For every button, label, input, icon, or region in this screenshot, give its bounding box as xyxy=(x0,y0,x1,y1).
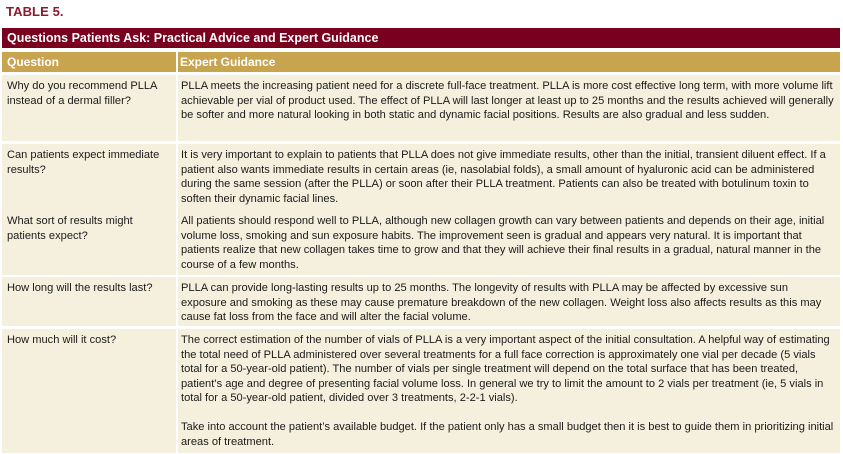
table-label: TABLE 5. xyxy=(6,4,64,19)
table-row xyxy=(2,75,840,141)
table-header-row xyxy=(2,52,840,72)
column-divider xyxy=(176,210,178,275)
column-header-guidance: Expert Guidance xyxy=(180,55,276,69)
table-row xyxy=(2,277,840,326)
guidance-cell xyxy=(181,79,835,123)
column-divider xyxy=(176,144,178,210)
column-divider xyxy=(176,75,178,141)
table-row xyxy=(2,329,840,453)
guidance-paragraph: All patients should respond well to PLLA, although new collagen growth can vary between patients and depends on their age, initial volume loss, smoking and sun exposure habits. The improvement seen is gradual and appears very natural. It is important that patients realize that new collagen takes time to grow and that they will achieve their final results in a gradual, natural manner in the course of a few months. xyxy=(181,215,825,271)
column-divider xyxy=(176,52,178,72)
table-row xyxy=(2,210,840,275)
table-row xyxy=(2,144,840,210)
question-cell: How long will the results last? xyxy=(7,282,153,294)
question-cell: Why do you recommend PLLA instead of a dermal filler? xyxy=(7,80,157,107)
question-cell: What sort of results might patients expect? xyxy=(7,215,133,242)
guidance-paragraph: PLLA meets the increasing patient need for a discrete full-face treatment. PLLA is more cost effective long term, with more volume lift achievable per vial of product used. The effect of PLLA will last longer at least up to 25 months and the results achieved will generally be softer and more natural looking in both static and dynamic facial positions. Results are also gradual and less sudden. xyxy=(181,80,834,122)
guidance-paragraph: It is very important to explain to patients that PLLA does not give immediate results, other than the initial, transient diluent effect. If a patient also wants immediate results in certain areas (ie, nasolabial folds), a small amount of hyaluronic acid can be administered during the same session (after the PLLA) or soon after their PLLA treatment. Patients can also be treated with botulinum toxin to soften their dynamic facial lines. xyxy=(181,149,826,205)
guidance-paragraph: The correct estimation of the number of vials of PLLA is a very important aspect of the initial consultation. A helpful way of estimating the total need of PLLA administered over several treatments for a full face correction is approximately one vial per decade (5 vials total for a 50-year-old patient). The number of vials per single treatment will depend on the total surface that has been treated, patient’s age and degree of presenting facial volume loss. In general we try to limit the amount to 2 vials per treatment (ie, 5 vials in total for a 50-year-old patient, divided over 3 treatments, 2-2-1 vials). xyxy=(181,334,830,405)
column-header-question: Question xyxy=(7,55,60,69)
column-divider xyxy=(176,329,178,453)
guidance-cell xyxy=(181,214,835,272)
question-cell: How much will it cost? xyxy=(7,334,117,346)
guidance-paragraph: PLLA can provide long-lasting results up to 25 months. The longevity of results with PLLA may be affected by excessive sun exposure and smoking as these may cause premature breakdown of the new collagen. Weight loss also affects results as this may cause fat loss from the face and will alter the facial volume. xyxy=(181,282,822,324)
guidance-paragraph: Take into account the patient’s available budget. If the patient only has a small budget then it is best to guide them in prioritizing initial areas of treatment. xyxy=(181,420,834,448)
question-cell: Can patients expect immediate results? xyxy=(7,149,160,176)
guidance-cell xyxy=(181,333,835,449)
guidance-cell xyxy=(181,148,835,206)
table-title: Questions Patients Ask: Practical Advice and Expert Guidance xyxy=(2,28,840,48)
guidance-cell xyxy=(181,281,835,325)
column-divider xyxy=(176,277,178,326)
